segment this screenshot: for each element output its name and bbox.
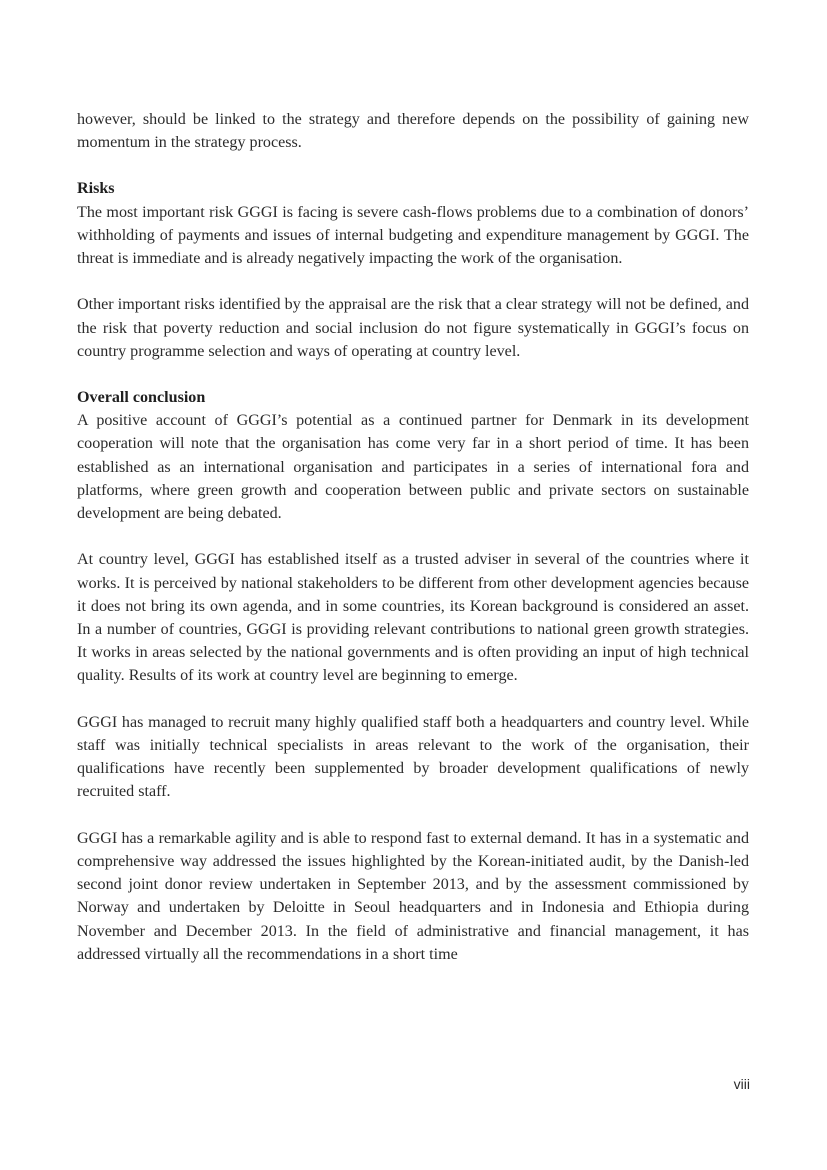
paragraph-risks-1: The most important risk GGGI is facing is severe cash-flows problems due to a combination of donors’ withholding of payments and issues of internal budgeting and expenditure management by GGGI. The threat is immediate and is already negatively impacting the work of the organisation. [77, 203, 749, 268]
heading-risks: Risks [77, 180, 115, 198]
paragraph-conclusion-1: A positive account of GGGI’s potential as a continued partner for Denmark in its development cooperation will note that the organisation has come very far in a short period of time. It has been established as an international organisation and participates in a series of international fora and platforms, where green growth and cooperation between public and private sectors on sustainable development are being debated. [77, 412, 749, 523]
paragraph-intro: however, should be linked to the strategy and therefore depends on the possibility of gaining new momentum in the strategy process. [77, 111, 749, 152]
paragraph-conclusion-3: GGGI has managed to recruit many highly qualified staff both a headquarters and country level. While staff was initially technical specialists in areas relevant to the work of the organisation, their qualifications have recently been supplemented by broader development qualifications of newly recruited staff. [77, 713, 749, 801]
document-body [77, 108, 749, 966]
page-number: viii [733, 1076, 750, 1092]
paragraph-risks-2: Other important risks identified by the appraisal are the risk that a clear strategy will not be defined, and the risk that poverty reduction and social inclusion do not figure systematically in GGGI’s focus on country programme selection and ways of operating at country level. [77, 296, 749, 360]
heading-overall-conclusion: Overall conclusion [77, 389, 206, 407]
paragraph-conclusion-4: GGGI has a remarkable agility and is able to respond fast to external demand. It has in a systematic and comprehensive way addressed the issues highlighted by the Korean-initiated audit, by the Danish-led second joint donor review undertaken in September 2013, and by the assessment commissioned by Norway and undertaken by Deloitte in Seoul headquarters and in Indonesia and Ethiopia during November and December 2013. In the field of administrative and financial management, it has addressed virtually all the recommendations in a short time [77, 829, 749, 963]
paragraph-conclusion-2: At country level, GGGI has established itself as a trusted adviser in several of the countries where it works. It is perceived by national stakeholders to be different from other development agencies because it does not bring its own agenda, and in some countries, its Korean background is considered an asset. In a number of countries, GGGI is providing relevant contributions to national green growth strategies. It works in areas selected by the national governments and is often providing an input of high technical quality. Results of its work at country level are beginning to emerge. [77, 551, 749, 685]
